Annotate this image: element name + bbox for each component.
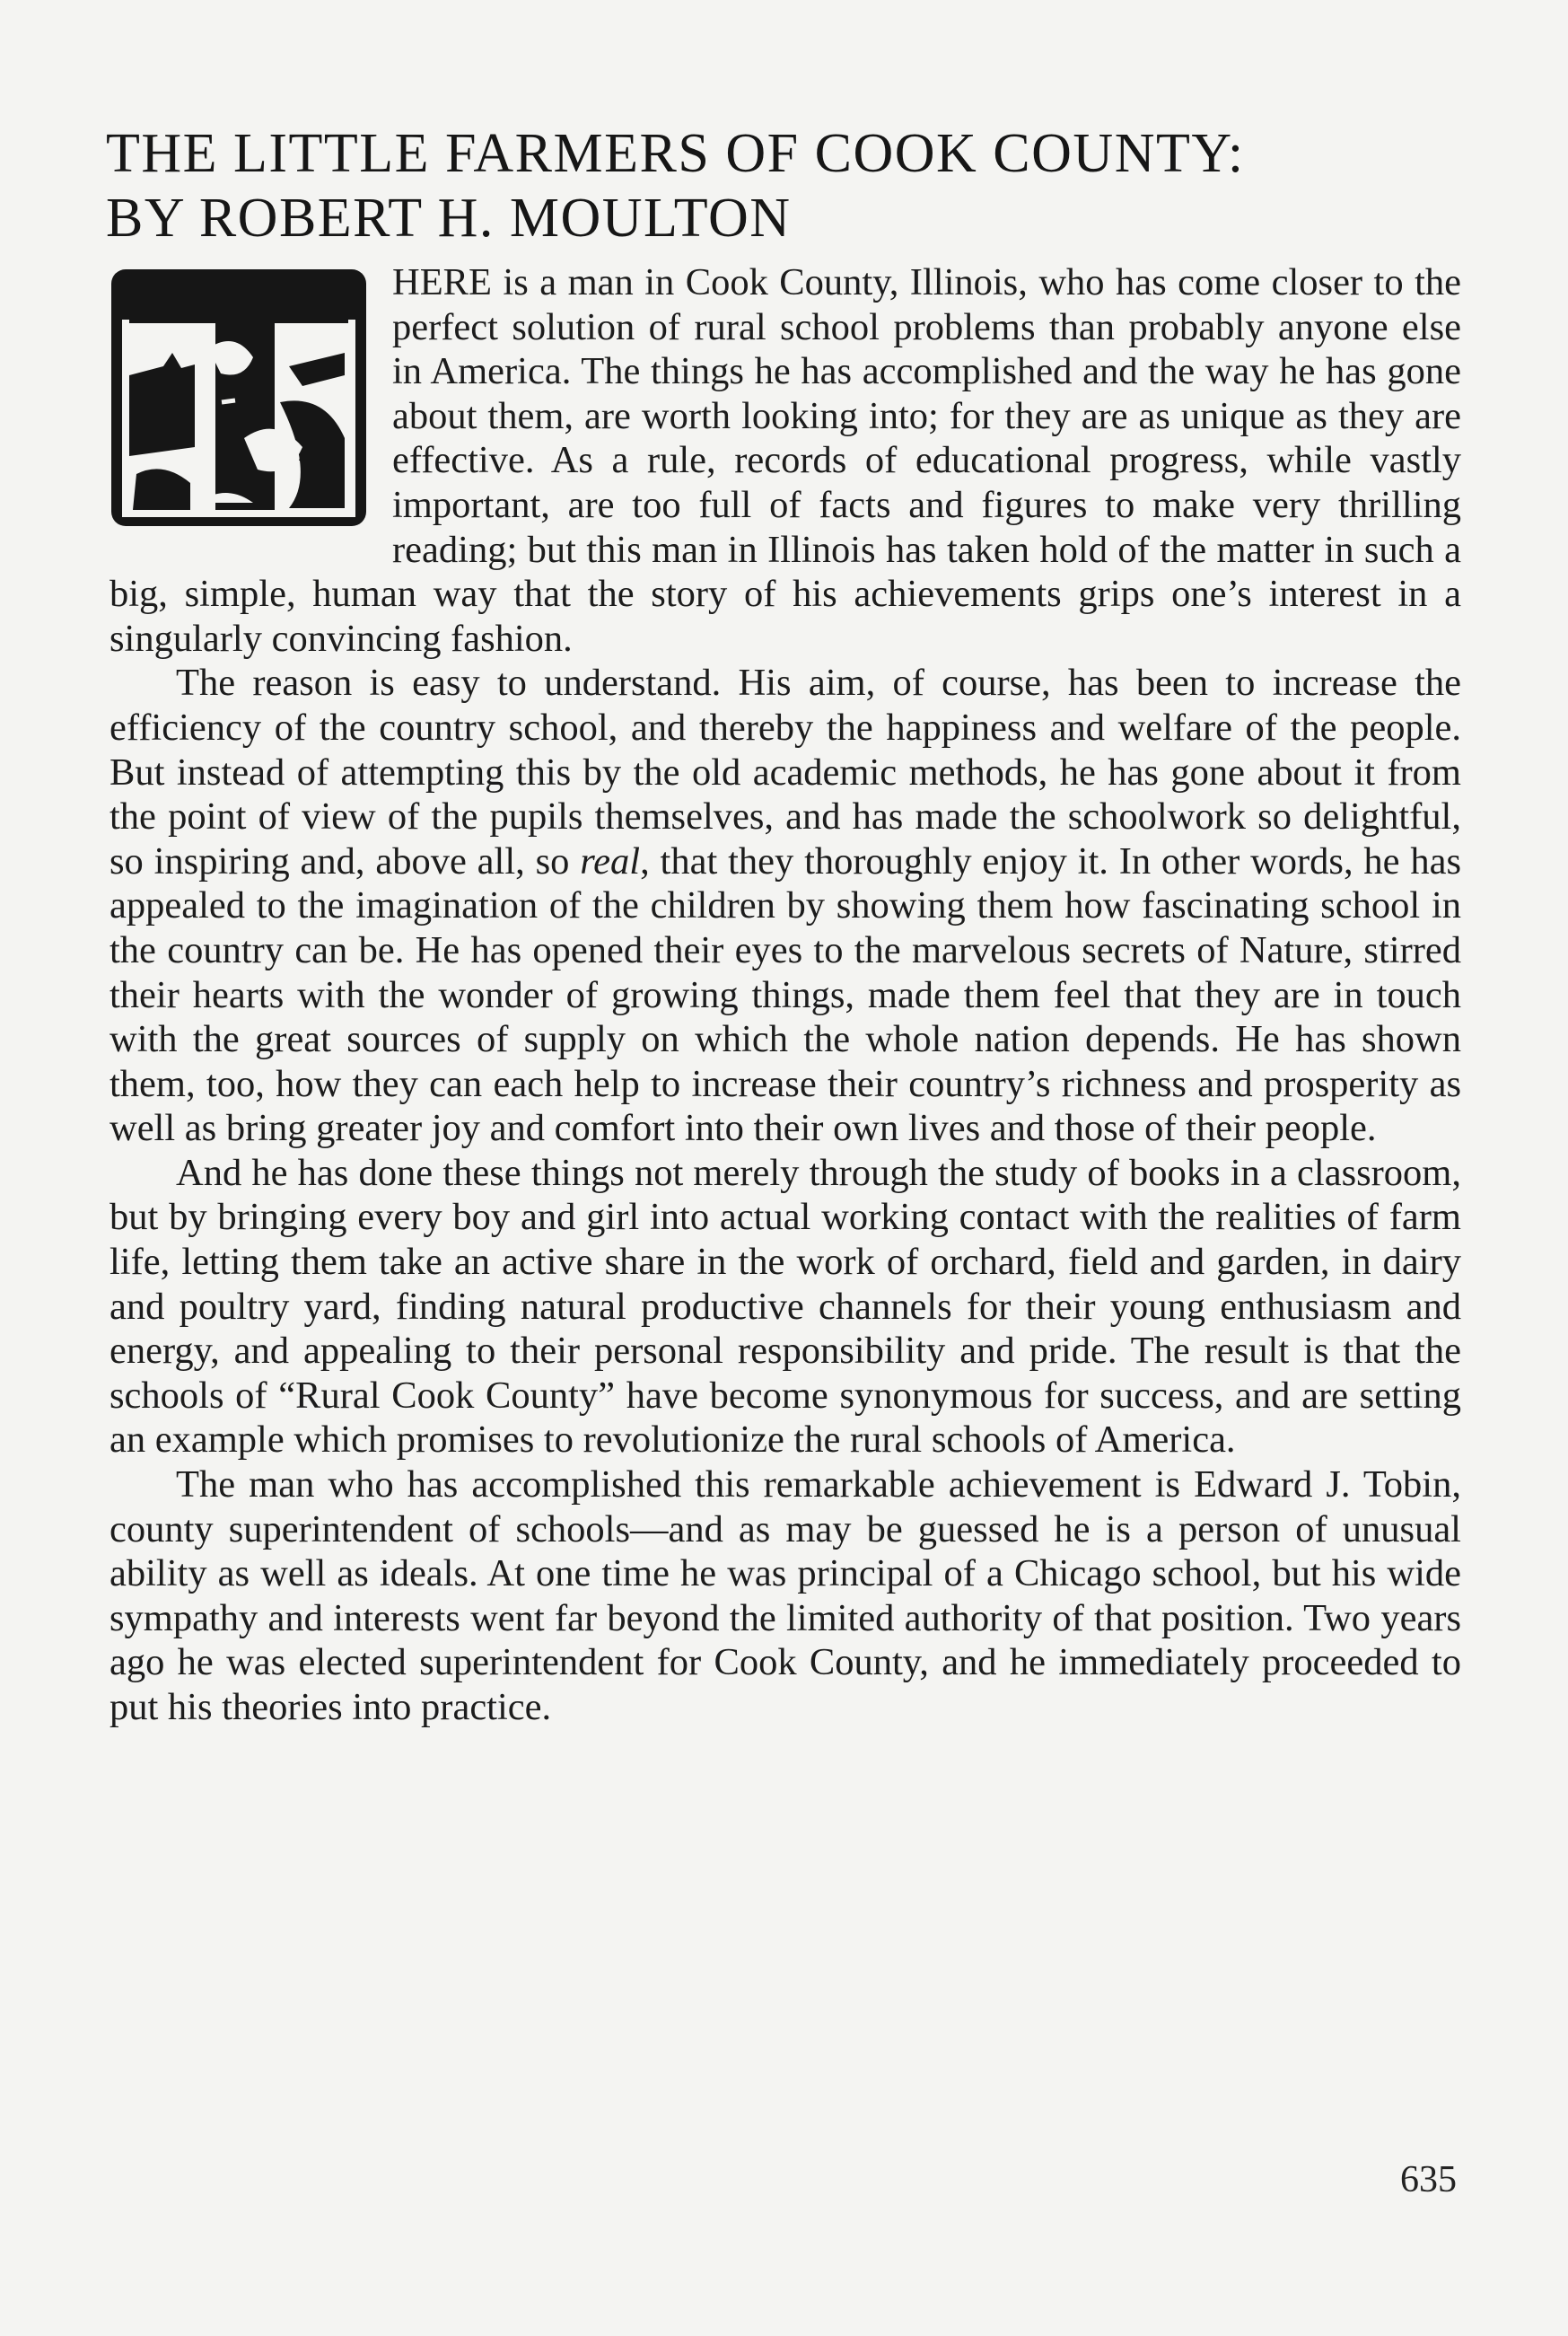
paragraph-2-text-b: , that they thoroughly enjoy it. In other words, he has appealed to the imagination of the children by showing them how fascinating school in the country can be. He has opened their eyes to the marvelous secrets of Nature, stirred their hearts with the wonder of growing things, made them feel that they are in touch with the great sources of supply on which the whole nation depends. He has shown them, too, how they can each help to increase their country’s richness and prosperity as well as bring greater joy and comfort into their own lives and those of their people.: [109, 839, 1461, 1150]
paragraph-4: The man who has accomplished this remarkable achievement is Edward J. Tobin, county superintendent of schools—and as may be guessed he is a person of unusual ability as well as ideals. At one time he was principal of a Chicago school, but his wide sympathy and interests went far beyond the limited authority of that position. Two years ago he was elected superintendent for Cook County, and he immediately proceeded to put his theories into practice.: [109, 1463, 1461, 1728]
article-title: [106, 121, 1470, 250]
article-body: [109, 260, 1461, 1730]
paragraph-2: [109, 661, 1461, 1151]
emphasis-real: real: [580, 839, 641, 883]
paragraph-2-text-a: The reason is easy to understand. His aim, of course, has been to increase the efficiency of the country school, and thereby the happiness and welfare of the people. But instead of attempting this by the old academic methods, he has gone about it from the point of view of the pupils themselves, and has made the schoolwork so delightful, so inspiring and, above all, so: [109, 662, 1461, 883]
page-number: 635: [1400, 2159, 1457, 2200]
paragraph-3: And he has done these things not merely through the study of books in a classroom, but by bringing every boy and girl into actual working contact with the realities of farm life, letting them take an active share in the work of orchard, field and garden, in dairy and poultry yard, finding natural productive channels for their young enthusiasm and energy, and appealing to their personal responsibility and pride. The result is that the schools of “Rural Cook County” have become synonymous for success, and are setting an example which promises to revolutionize the rural schools of America.: [109, 1151, 1461, 1462]
title-line-2: BY ROBERT H. MOULTON: [106, 188, 792, 249]
paragraph-1-text: HERE is a man in Cook County, Illinois, who has come closer to the perfect solution of rural school problems than probably anyone else in America. The things he has accomplished and the way he has gone about them, are worth looking into; for they are as unique as they are effective. As a rule, records of educational progress, while vastly important, are too full of facts and figures to make very thrilling reading; but this man in Illinois has taken hold of the matter in such a big, simple, human way that the story of his achievements grips one’s interest in a singularly convincing fashion.: [109, 261, 1461, 660]
drop-cap-spacer: [109, 260, 392, 537]
title-line-1: THE LITTLE FARMERS OF COOK COUNTY:: [106, 123, 1245, 184]
